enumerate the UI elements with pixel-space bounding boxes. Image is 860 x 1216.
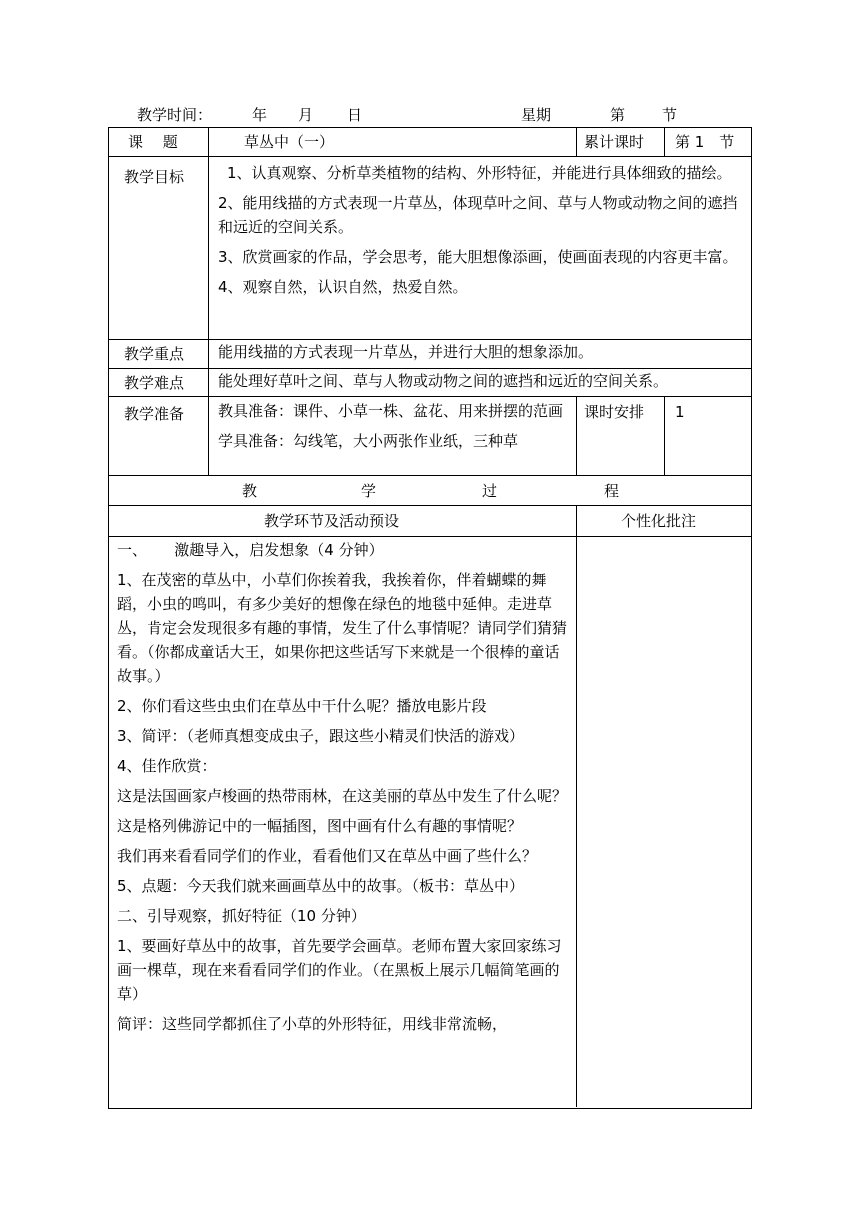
row-divider	[108, 505, 751, 506]
student-materials: 学具准备：勾线笔，大小两张作业纸，三种草	[218, 432, 519, 450]
process-paragraph: 5、点题：今天我们就来画画草丛中的故事。（板书：草丛中）	[117, 877, 525, 895]
process-paragraph: 2、你们看这些虫虫们在草丛中干什么呢？播放电影片段	[117, 697, 487, 715]
notes-column-header: 个性化批注	[621, 512, 697, 530]
schedule-label: 课时安排	[584, 403, 645, 421]
process-paragraph: 3、简评：（老师真想变成虫子，跟这些小精灵们快活的游戏）	[117, 727, 525, 745]
weekday-label: 星期	[521, 106, 552, 124]
col-divider	[208, 127, 209, 475]
goal-item: 1、认真观察、分析草类植物的结构、外形特征，并能进行具体细致的描绘。	[227, 164, 732, 182]
row-divider	[108, 156, 751, 157]
process-content	[117, 538, 571, 1042]
row-divider	[108, 396, 751, 397]
process-paragraph: 简评：这些同学都抓住了小草的外形特征，用线非常流畅，	[117, 1015, 508, 1033]
goal-item: 4、观察自然，认识自然，热爱自然。	[218, 278, 468, 296]
col-divider	[576, 396, 577, 475]
topic-value: 草丛中（一）	[244, 133, 335, 151]
process-paragraph: 1、在茂密的草丛中，小草们你挨着我，我挨着你，伴着蝴蝶的舞蹈，小虫的鸣叫，有多少美好的想像在绿色的地毯中延伸。走进草丛，肯定会发现很多有趣的事情，发生了什么事情呢？请同学们猜猜看。（你都成童话大王，如果你把这些话写下来就是一个很棒的童话故事。）	[117, 571, 568, 685]
month-label: 月	[298, 106, 314, 124]
col-divider	[664, 127, 665, 156]
preparation-list	[218, 399, 570, 459]
section-jie-label: 节	[662, 106, 678, 124]
col-divider	[576, 505, 577, 1107]
key-point-value: 能用线描的方式表现一片草丛，并进行大胆的想象添加。	[218, 343, 594, 361]
difficult-point-value: 能处理好草叶之间、草与人物或动物之间的遮挡和远近的空间关系。	[218, 372, 669, 390]
process-paragraph: 4、佳作欣赏：	[117, 757, 217, 775]
year-label: 年	[252, 106, 268, 124]
process-paragraph: 我们再来看看同学们的作业，看看他们又在草丛中画了些什么？	[117, 847, 538, 865]
process-title-char: 教	[242, 482, 258, 500]
difficult-point-label: 教学难点	[124, 374, 185, 392]
teaching-time-label: 教学时间：	[137, 106, 213, 124]
goal-item: 2、能用线描的方式表现一片草丛，体现草叶之间、草与人物或动物之间的遮挡和远近的空间关系。	[218, 194, 738, 236]
topic-label: 课 题	[128, 133, 178, 151]
row-divider	[108, 536, 751, 537]
process-paragraph: 1、要画好草丛中的故事，首先要学会画草。老师布置大家回家练习画一棵草，现在来看看同学们的作业。（在黑板上展示几幅简笔画的草）	[117, 937, 562, 1003]
teacher-materials: 教具准备：课件、小草一株、盆花、用来拼摆的范画	[218, 402, 564, 420]
goals-label: 教学目标	[124, 168, 185, 186]
goal-item: 3、欣赏画家的作品，学会思考，能大胆想像添画，使画面表现的内容更丰富。	[218, 248, 738, 266]
preparation-label: 教学准备	[124, 405, 185, 423]
section-di-label: 第	[610, 106, 626, 124]
col-divider	[664, 396, 665, 475]
process-paragraph: 这是格列佛游记中的一幅插图，图中画有什么有趣的事情呢？	[117, 817, 523, 835]
col-divider	[576, 127, 577, 156]
cumulative-hours-label: 累计课时	[584, 133, 645, 151]
schedule-value: 1	[675, 403, 685, 421]
goals-list	[218, 161, 744, 305]
key-point-label: 教学重点	[124, 345, 185, 363]
process-paragraph: 一、 激趣导入，启发想象（4 分钟）	[117, 541, 384, 559]
process-title-char: 过	[482, 482, 498, 500]
cumulative-hours-value: 第 1 节	[675, 133, 735, 151]
process-title-char: 学	[361, 482, 377, 500]
activities-column-header: 教学环节及活动预设	[264, 512, 400, 530]
process-paragraph: 这是法国画家卢梭画的热带雨林，在这美丽的草丛中发生了什么呢？	[117, 787, 568, 805]
process-paragraph: 二、引导观察，抓好特征（10 分钟）	[117, 907, 366, 925]
row-divider	[108, 475, 751, 476]
day-label: 日	[347, 106, 363, 124]
process-title-char: 程	[604, 482, 620, 500]
